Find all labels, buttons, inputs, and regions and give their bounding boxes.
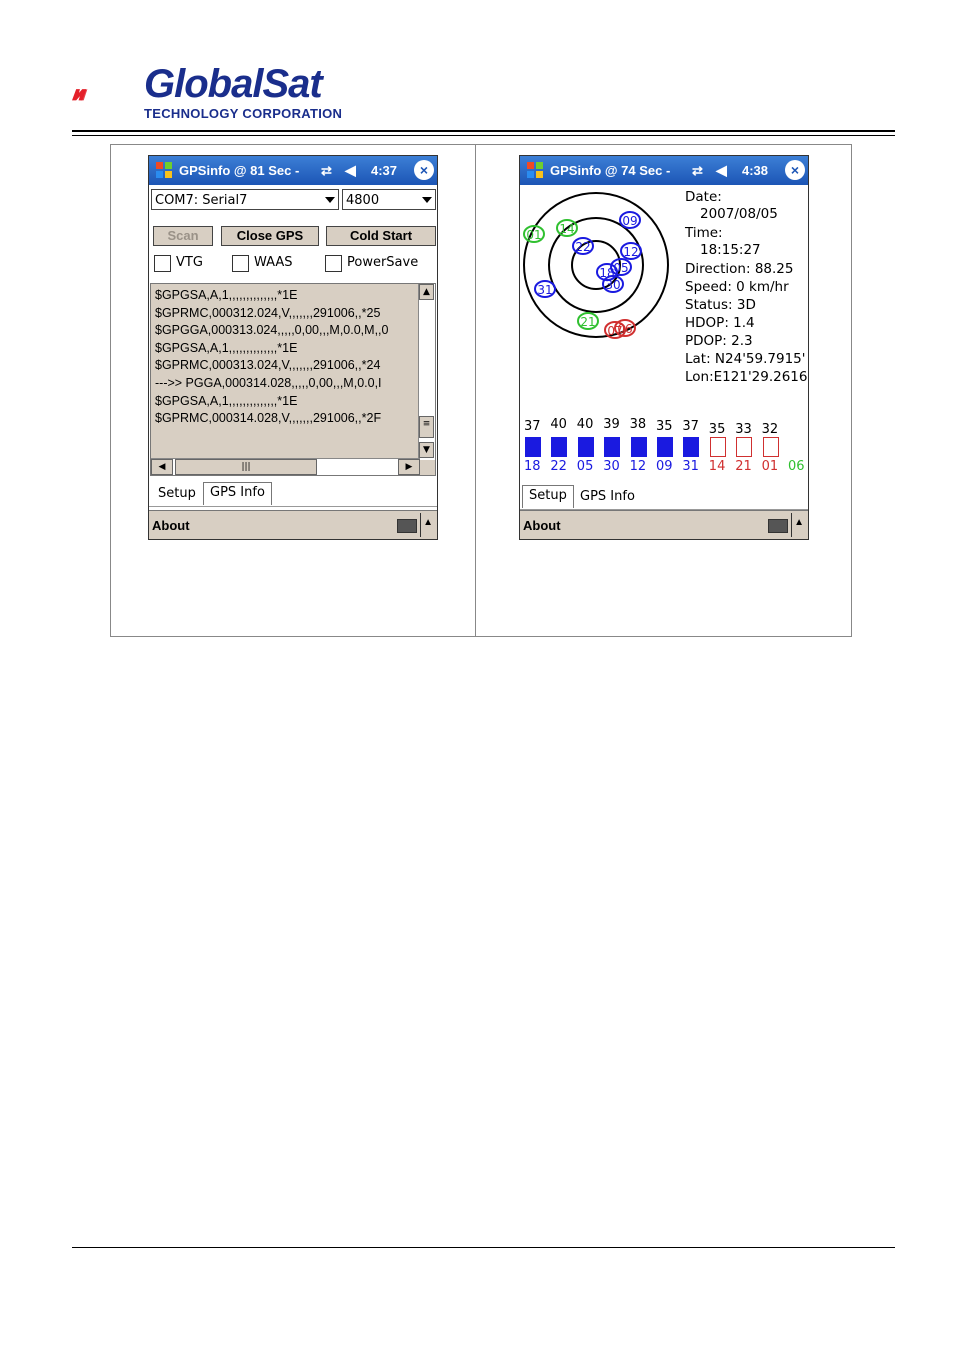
scroll-left-button[interactable]: ◀ xyxy=(151,459,173,475)
satellite-prn: 22 xyxy=(575,240,591,254)
latitude: Lat: N24'59.7915' xyxy=(685,351,806,367)
baud-rate-value: 4800 xyxy=(346,193,380,208)
logo-wordmark: GlobalSat xyxy=(144,62,322,106)
satellite-prn: 18 xyxy=(599,266,615,280)
date-label: Date: xyxy=(685,189,722,205)
tab-gps-info[interactable]: GPS Info xyxy=(203,482,272,505)
bar-prn: 21 xyxy=(735,459,752,474)
pda-gpsinfo-screen xyxy=(519,155,809,540)
signal-bar xyxy=(578,437,594,457)
keyboard-icon[interactable] xyxy=(397,519,417,533)
snr-value: 38 xyxy=(629,417,647,432)
tab-setup[interactable]: Setup xyxy=(158,486,196,501)
menu-bar xyxy=(149,510,437,540)
footer-rule xyxy=(72,1247,895,1248)
title-bar xyxy=(149,156,437,185)
signal-bar xyxy=(763,437,779,457)
satellite-prn: 07 xyxy=(607,324,623,338)
header-rule-thin xyxy=(72,135,895,136)
longitude: Lon:E121'29.2616 xyxy=(685,369,808,385)
horizontal-scrollbar[interactable] xyxy=(151,458,420,475)
cold-start-button[interactable]: Cold Start xyxy=(326,226,436,246)
bar-prn: 14 xyxy=(708,459,726,474)
sip-arrow-icon[interactable]: ▲ xyxy=(794,517,804,528)
scroll-down-button[interactable]: ▼ xyxy=(419,442,434,458)
direction: Direction: 88.25 xyxy=(685,261,794,277)
clock[interactable]: 4:38 xyxy=(742,163,769,178)
snr-value: 37 xyxy=(682,419,699,434)
menu-separator xyxy=(791,513,792,537)
log-line: --->> PGGA,000314.028,,,,,0,00,,,M,0.0,I xyxy=(155,376,382,390)
baud-rate-select[interactable] xyxy=(342,189,436,210)
speaker-icon[interactable]: ◀︎ xyxy=(345,162,356,178)
tab-setup[interactable]: Setup xyxy=(522,485,574,508)
satellite-prn: 05 xyxy=(613,261,629,275)
fix-status: Status: 3D xyxy=(685,297,756,313)
close-icon[interactable]: × xyxy=(414,160,434,180)
clock[interactable]: 4:37 xyxy=(371,163,398,178)
waas-checkbox[interactable] xyxy=(232,255,249,272)
log-line: $GPRMC,000314.028,V,,,,,,,291006,,*2F xyxy=(155,411,382,426)
hdop: HDOP: 1.4 xyxy=(685,315,755,331)
waas-label: WAAS xyxy=(254,255,293,270)
connectivity-icon[interactable]: ⇄ xyxy=(321,163,332,178)
signal-bar xyxy=(631,437,647,457)
satellite-prn: 09 xyxy=(622,214,638,228)
log-line: $GPGSA,A,1,,,,,,,,,,,,,,*1E xyxy=(155,340,298,355)
table-divider xyxy=(475,144,476,636)
keyboard-icon[interactable] xyxy=(768,519,788,533)
snr-value: 40 xyxy=(550,417,567,432)
scroll-right-button[interactable]: ▶ xyxy=(398,459,420,475)
bar-prn: 01 xyxy=(761,459,779,474)
snr-value: 33 xyxy=(735,422,752,437)
window-title: GPSinfo @ 81 Sec - xyxy=(179,163,300,178)
bar-prn: 12 xyxy=(629,459,647,474)
powersave-label: PowerSave xyxy=(347,255,419,270)
time-value: 18:15:27 xyxy=(700,242,761,258)
globalsat-logo-mark xyxy=(72,66,142,124)
about-menu[interactable]: About xyxy=(152,518,190,533)
pdop: PDOP: 2.3 xyxy=(685,333,753,349)
snr-value: 35 xyxy=(708,422,726,437)
speed: Speed: 0 km/hr xyxy=(685,279,789,295)
chevron-down-icon xyxy=(325,197,335,203)
snr-value: 32 xyxy=(761,422,779,437)
scroll-h-thumb[interactable]: ||| xyxy=(175,459,317,475)
menu-separator xyxy=(420,513,421,537)
log-line: $GPGSA,A,1,,,,,,,,,,,,,,*1E xyxy=(155,393,298,408)
nmea-log-lines xyxy=(151,284,419,460)
windows-start-icon[interactable] xyxy=(154,160,174,180)
snr-value: 40 xyxy=(576,417,594,432)
satellite-prn: 01 xyxy=(526,228,542,242)
snr-value: 35 xyxy=(656,419,673,434)
log-line: $GPRMC,000312.024,V,,,,,,,291006,,*25 xyxy=(155,305,381,320)
satellite-prn: 12 xyxy=(623,245,639,259)
satellite-prn: 21 xyxy=(580,315,596,329)
sip-arrow-icon[interactable]: ▲ xyxy=(423,517,433,528)
powersave-checkbox[interactable] xyxy=(325,255,342,272)
snr-value: 39 xyxy=(603,417,620,432)
menu-bar xyxy=(520,510,808,540)
bar-prn: 09 xyxy=(656,459,673,474)
date-value: 2007/08/05 xyxy=(700,206,778,222)
signal-strength-bars xyxy=(520,156,808,486)
header-rule xyxy=(72,130,895,132)
log-line: $GPGSA,A,1,,,,,,,,,,,,,,*1E xyxy=(155,288,298,302)
log-line: $GPGGA,000313.024,,,,,0,00,,,M,0.0,M,,0 xyxy=(155,323,389,338)
logo-subtitle: TECHNOLOGY CORPORATION xyxy=(144,106,343,121)
bar-prn: 06 xyxy=(788,459,805,474)
scroll-up-button[interactable]: ▲ xyxy=(419,284,434,300)
chevron-down-icon xyxy=(422,197,432,203)
signal-bar xyxy=(657,437,673,457)
window-title: GPSinfo @ 74 Sec - xyxy=(550,163,671,178)
satellite-prn: 14 xyxy=(559,222,575,236)
connectivity-icon[interactable]: ⇄ xyxy=(692,163,703,178)
snr-value: 37 xyxy=(524,419,541,434)
tab-gps-info[interactable]: GPS Info xyxy=(580,489,635,504)
close-icon[interactable]: × xyxy=(785,160,805,180)
nmea-log[interactable] xyxy=(150,283,436,476)
tab-bar xyxy=(520,481,808,510)
satellite-prn: 31 xyxy=(537,283,553,297)
com-port-select[interactable] xyxy=(151,189,339,210)
bar-prn: 30 xyxy=(603,459,620,474)
bar-prn: 18 xyxy=(524,459,541,474)
scroll-thumb[interactable]: ≡ xyxy=(419,416,434,438)
tab-bar xyxy=(149,478,437,507)
signal-bar xyxy=(551,437,567,457)
scan-button[interactable]: Scan xyxy=(153,226,213,246)
log-line: $GPRMC,000313.024,V,,,,,,,291006,,*24 xyxy=(155,358,381,373)
speaker-icon[interactable]: ◀︎ xyxy=(716,162,727,178)
satellite-prn: 06 xyxy=(617,322,633,336)
bar-prn: 22 xyxy=(550,459,567,474)
vtg-label: VTG xyxy=(176,255,203,270)
signal-bar xyxy=(683,437,699,457)
bar-prn: 31 xyxy=(682,459,699,474)
time-label: Time: xyxy=(685,225,723,241)
vtg-checkbox[interactable] xyxy=(154,255,171,272)
about-menu[interactable]: About xyxy=(523,518,561,533)
signal-bar xyxy=(710,437,726,457)
signal-bar xyxy=(736,437,752,457)
pda-setup-screen xyxy=(148,155,438,540)
satellite-prn: 30 xyxy=(605,278,621,292)
vertical-scrollbar[interactable] xyxy=(418,284,435,460)
bar-prn: 05 xyxy=(576,459,594,474)
signal-bar xyxy=(525,437,541,457)
com-port-value: COM7: Serial7 xyxy=(155,193,248,208)
signal-bar xyxy=(604,437,620,457)
close-gps-button[interactable]: Close GPS xyxy=(221,226,319,246)
